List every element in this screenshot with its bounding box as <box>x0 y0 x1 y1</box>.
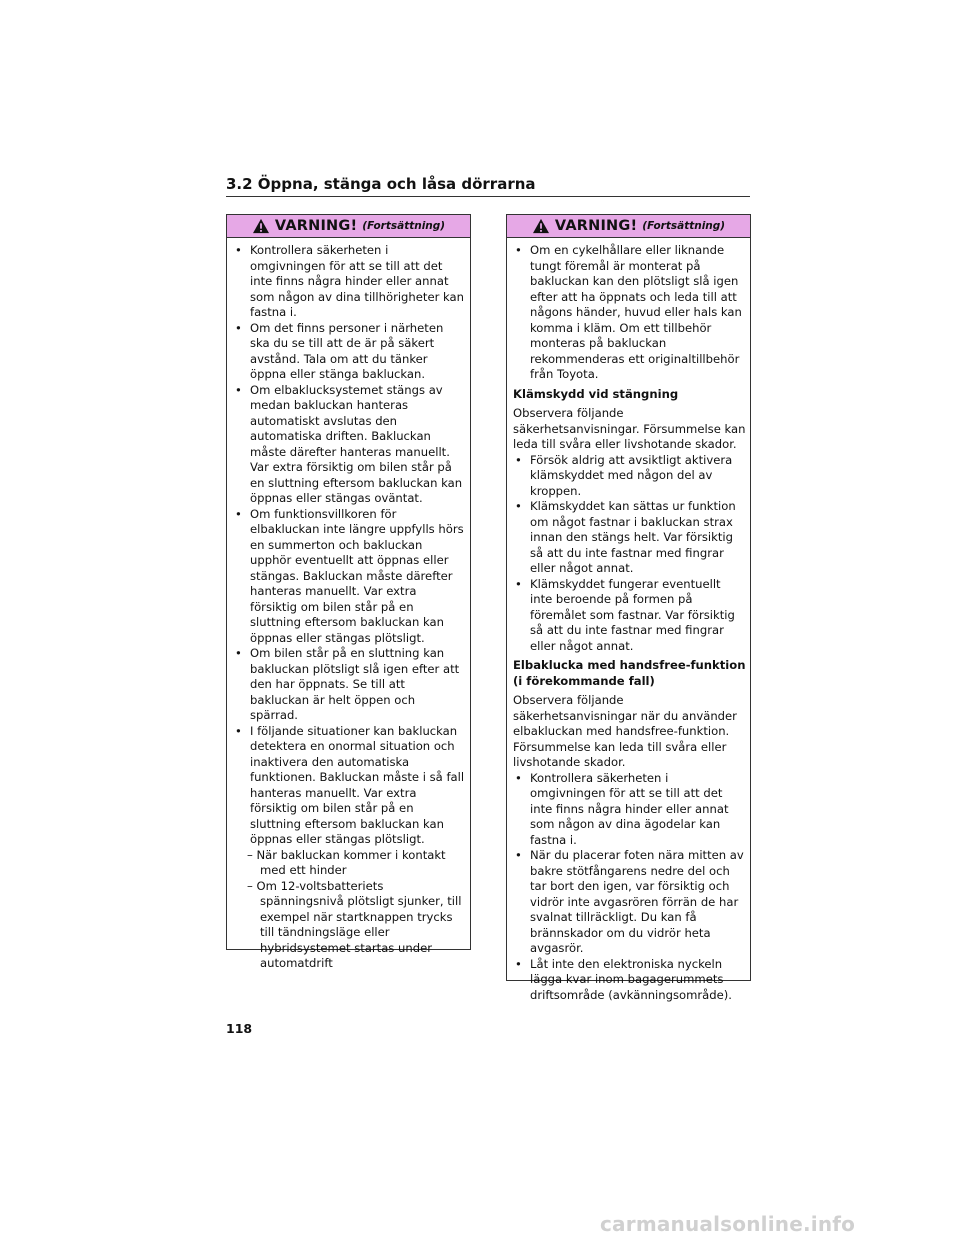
warning-title: VARNING! <box>274 218 358 234</box>
section-header <box>226 175 750 197</box>
list-item: • Klämskyddet kan sättas ur funktion om något fastnar i bakluckan strax innan den stängs helt. Var försiktig så att du inte fastnar med fingrar eller något annat. <box>513 499 746 577</box>
paragraph: Observera följande säkerhetsanvisningar. Försummelse kan leda till svåra eller livshotande skador. <box>513 406 746 451</box>
sub-list-item: – När bakluckan kommer i kontakt med ett hinder <box>247 847 446 877</box>
list-item: • Om funktionsvillkoren för elbakluckan inte längre uppfylls hörs en summerton och bakluckan upphör eventuellt att öppnas eller stängas. Bakluckan måste därefter hanteras manuellt. Var extra försiktig om bilen står på en sluttning eftersom bakluckan kan öppnas eller stängas plötsligt. <box>233 507 466 647</box>
page-number: 118 <box>226 1021 253 1036</box>
subsection-heading: Klämskydd vid stängning <box>513 386 679 401</box>
paragraph: Observera följande säkerhetsanvisningar när du använder elbakluckan med handsfree-funktion. Försummelse kan leda till svåra eller livshotande skador. <box>513 693 737 769</box>
list-item: • Kontrollera säkerheten i omgivningen för att se till att det inte finns några hinder eller annat som någon av dina ägodelar kan fastna i. <box>513 771 746 849</box>
warning-header <box>227 215 470 238</box>
list-item: • Om elbaklucksystemet stängs av medan bakluckan hanteras automatiskt avslutas den automatiska driften. Bakluckan måste därefter hanteras manuellt. Var extra försiktig om bilen står på en sluttning eftersom bakluckan kan öppnas eller stängas oväntat. <box>233 383 466 507</box>
section-title: 3.2 Öppna, stänga och låsa dörrarna <box>226 175 536 193</box>
warning-continued: (Fortsättning) <box>362 220 446 232</box>
list-item: • Kontrollera säkerheten i omgivningen för att se till att det inte finns några hinder eller annat som någon av dina tillhörigheter kan fastna i. <box>233 243 466 321</box>
warning-box-left <box>226 214 471 970</box>
subsection-heading: Elbaklucka med handsfree-funktion (i förekommande fall) <box>513 658 746 688</box>
warning-triangle-icon <box>532 218 550 234</box>
warning-triangle-icon <box>252 218 270 234</box>
warning-box-right <box>506 214 751 1002</box>
warning-title: VARNING! <box>554 218 638 234</box>
warning-header <box>507 215 750 238</box>
list-item: • Klämskyddet fungerar eventuellt inte beroende på formen på föremålet som fastnar. Var försiktig så att du inte fastnar med fingrar eller något annat. <box>513 577 746 655</box>
warning-body <box>227 238 470 972</box>
list-item: • Låt inte den elektroniska nyckeln lägga kvar inom bagagerummets driftsområde (avkänningsområde). <box>513 957 746 1004</box>
list-item: • Försök aldrig att avsiktligt aktivera klämskyddet med någon del av kroppen. <box>513 453 746 500</box>
warning-continued: (Fortsättning) <box>642 220 726 232</box>
list-item: • Om en cykelhållare eller liknande tungt föremål är monterat på bakluckan kan den plötsligt slå igen efter att ha öppnats och leda till att någons händer, huvud eller hals kan komma i kläm. Om ett tillbehör monteras på bakluckan rekommenderas ett originaltillbehör från Toyota. <box>513 243 746 383</box>
warning-body <box>507 238 750 1003</box>
sub-list-item: – Om 12-voltsbatteriets spänningsnivå plötsligt sjunker, till exempel när startknappen trycks till tändningsläge eller hybridsystemet startas under automatdrift <box>247 878 462 970</box>
list-item: • I följande situationer kan bakluckan detektera en onormal situation och inaktivera den automatiska funktionen. Bakluckan måste i så fall hanteras manuellt. Var extra försiktig om bilen står på en sluttning eftersom bakluckan kan öppnas eller stängas plötsligt. <box>233 724 466 848</box>
list-item: • Om bilen står på en sluttning kan bakluckan plötsligt slå igen efter att den har öppnats. Se till att bakluckan är helt öppen och spärrad. <box>233 646 466 724</box>
list-item: • Om det finns personer i närheten ska du se till att de är på säkert avstånd. Tala om att du tänker öppna eller stänga bakluckan. <box>233 321 466 383</box>
watermark: carmanualsonline.info <box>600 1212 856 1236</box>
list-item: • När du placerar foten nära mitten av bakre stötfångarens nedre del och tar bort den igen, var försiktig och vidrör inte avgasrören förrän de har svalnat tillräckligt. Du kan få brännskador om du vidrör heta avgasrör. <box>513 848 746 957</box>
